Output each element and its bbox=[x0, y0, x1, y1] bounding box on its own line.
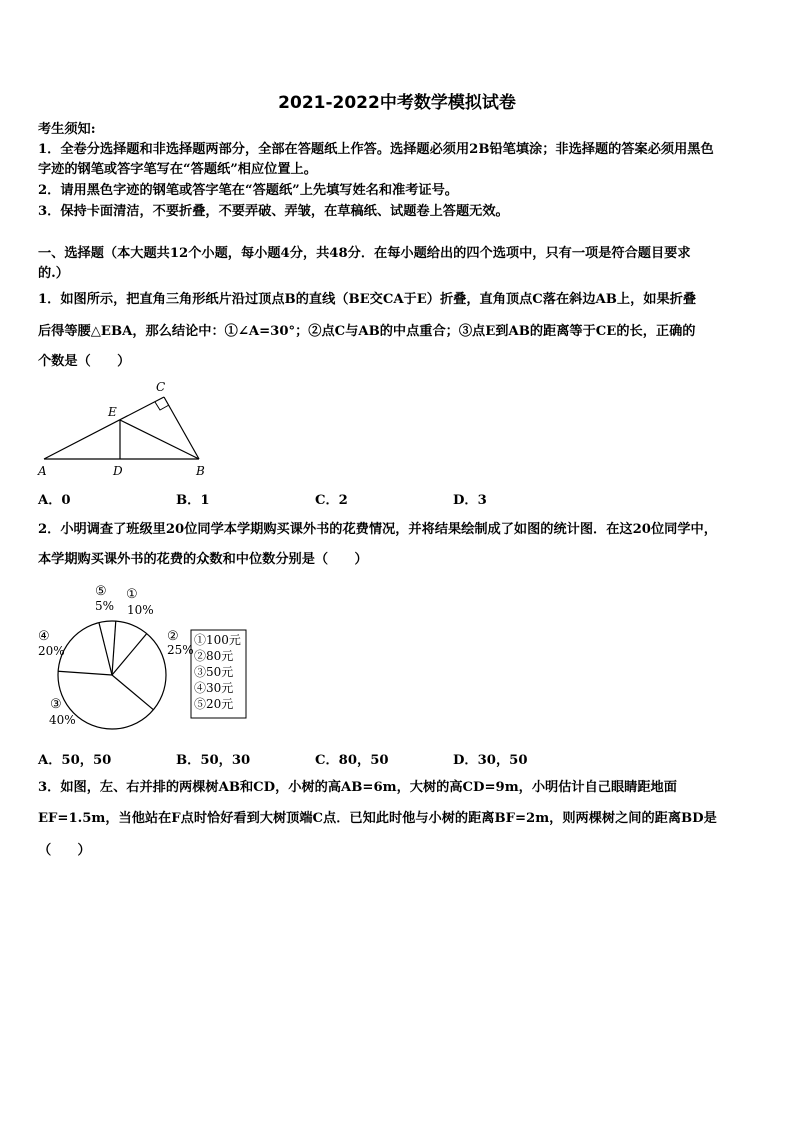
q2-option-b[interactable]: B．50，30 bbox=[176, 753, 251, 768]
q2-option-c[interactable]: C．80，50 bbox=[315, 753, 389, 768]
triangle-side-ac bbox=[44, 397, 164, 459]
section-heading: 一、选择题（本大题共12个小题，每小题4分，共48分．在每小题给出的四个选项中，只有一项是符合题目要求 bbox=[38, 246, 691, 261]
pie-label-5-num: ⑤ bbox=[95, 584, 107, 599]
pie-label-3-pct: 40% bbox=[49, 713, 76, 727]
vertex-label-c: C bbox=[156, 380, 166, 394]
vertex-label-a: A bbox=[38, 464, 47, 478]
pie-legend-item-5: ⑤20元 bbox=[194, 697, 234, 711]
vertex-label-b: B bbox=[196, 464, 205, 478]
fold-line-be bbox=[120, 420, 199, 459]
section-heading-cont: 的.） bbox=[38, 266, 69, 281]
page-title: 2021-2022中考数学模拟试卷 bbox=[278, 93, 516, 113]
q1-text-line-3: 个数是（ ） bbox=[38, 354, 131, 369]
q2-option-d[interactable]: D．30，50 bbox=[453, 753, 528, 768]
pie-legend-item-3: ③50元 bbox=[194, 665, 234, 679]
q3-text-line-3: （ ） bbox=[38, 843, 91, 858]
q1-text-line-1: 1．如图所示，把直角三角形纸片沿过顶点B的直线（BE交CA于E）折叠，直角顶点C落在斜边AB上，如果折叠 bbox=[38, 292, 697, 307]
q2-text-line-1: 2．小明调查了班级里20位同学本学期购买课外书的花费情况，并将结果绘制成了如图的统计图．在这20位同学中， bbox=[38, 522, 717, 537]
notice-item-2: 2．请用黑色字迹的钢笔或答字笔在“答题纸”上先填写姓名和准考证号。 bbox=[38, 183, 458, 198]
q3-text-line-2: EF=1.5m，当他站在F点时恰好看到大树顶端C点．已知此时他与小树的距离BF=2m，则两棵树之间的距离BD是 bbox=[38, 811, 717, 826]
q1-triangle-figure bbox=[34, 376, 214, 480]
pie-label-2-pct: 25% bbox=[167, 643, 194, 657]
vertex-label-d: D bbox=[113, 464, 123, 478]
notice-item-3: 3．保持卡面清洁，不要折叠，不要弄破、弄皱，在草稿纸、试题卷上答题无效。 bbox=[38, 204, 509, 219]
q1-option-c[interactable]: C．2 bbox=[315, 493, 348, 508]
notice-item-1-cont: 字迹的钢笔或答字笔写在“答题纸”相应位置上。 bbox=[38, 162, 317, 177]
pie-label-1-pct: 10% bbox=[127, 603, 154, 617]
notice-item-1: 1．全卷分选择题和非选择题两部分，全部在答题纸上作答。选择题必须用2B铅笔填涂；非选择题的答案必须用黑色 bbox=[38, 142, 714, 157]
q1-option-b[interactable]: B．1 bbox=[176, 493, 210, 508]
vertex-label-e: E bbox=[108, 405, 117, 419]
pie-label-2-num: ② bbox=[167, 629, 179, 644]
pie-label-5-pct: 5% bbox=[95, 599, 115, 613]
pie-label-1-num: ① bbox=[126, 587, 138, 602]
q1-option-a[interactable]: A．0 bbox=[38, 493, 71, 508]
q2-text-line-2: 本学期购买课外书的花费的众数和中位数分别是（ ） bbox=[38, 552, 368, 567]
q1-option-d[interactable]: D．3 bbox=[453, 493, 487, 508]
notice-heading: 考生须知: bbox=[38, 122, 96, 137]
q2-option-a[interactable]: A．50，50 bbox=[38, 753, 112, 768]
pie-label-3-num: ③ bbox=[50, 697, 62, 712]
q2-pie-chart bbox=[30, 578, 260, 730]
pie-legend-item-2: ②80元 bbox=[194, 649, 234, 663]
pie-label-4-pct: 20% bbox=[38, 644, 65, 658]
pie-label-4-num: ④ bbox=[38, 629, 50, 644]
pie-legend-item-1: ①100元 bbox=[194, 633, 241, 647]
q3-text-line-1: 3．如图，左、右并排的两棵树AB和CD，小树的高AB=6m，大树的高CD=9m，小明估计自己眼睛距地面 bbox=[38, 780, 677, 795]
pie-legend-item-4: ④30元 bbox=[194, 681, 234, 695]
q1-text-line-2: 后得等腰△EBA，那么结论中：①∠A=30°；②点C与AB的中点重合；③点E到AB的距离等于CE的长，正确的 bbox=[38, 324, 696, 339]
